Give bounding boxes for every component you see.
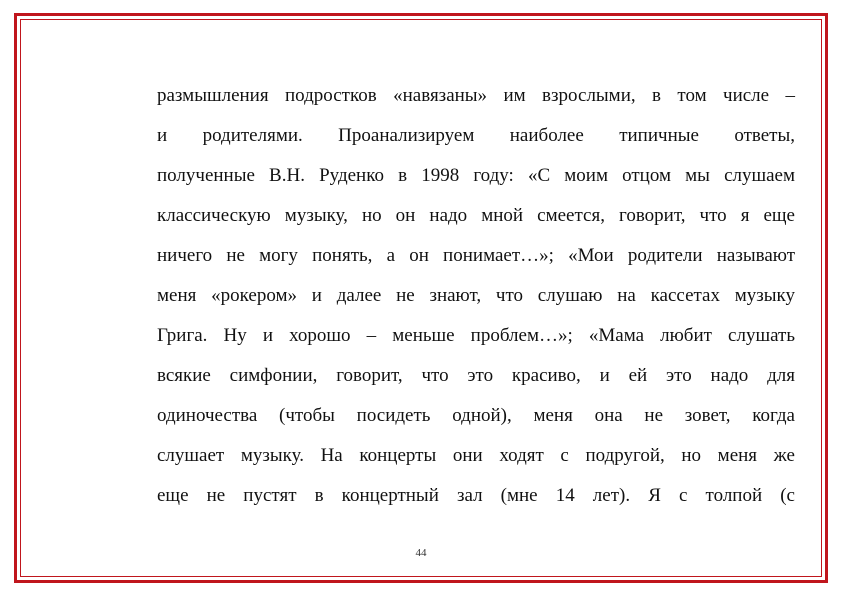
- body-text: [157, 83, 795, 523]
- page-number: 44: [415, 547, 427, 559]
- text-line: меня «рокером» и далее не знают, что слушаю на кассетах музыку: [157, 285, 795, 306]
- text-line: размышления подростков «навязаны» им взрослыми, в том числе –: [157, 85, 795, 106]
- text-line: всякие симфонии, говорит, что это красиво, и ей это надо для: [157, 365, 795, 386]
- text-line: еще не пустят в концертный зал (мне 14 лет). Я с толпой (с: [157, 485, 795, 506]
- text-line: классическую музыку, но он надо мной смеется, говорит, что я еще: [157, 205, 795, 226]
- text-line: ничего не могу понять, а он понимает…»; «Мои родители называют: [157, 245, 795, 266]
- text-line: одиночества (чтобы посидеть одной), меня она не зовет, когда: [157, 405, 795, 426]
- text-line: и родителями. Проанализируем наиболее типичные ответы,: [157, 125, 795, 146]
- text-line: полученные В.Н. Руденко в 1998 году: «С моим отцом мы слушаем: [157, 165, 795, 186]
- text-line: Грига. Ну и хорошо – меньше проблем…»; «Мама любит слушать: [157, 325, 795, 346]
- text-line: слушает музыку. На концерты они ходят с подругой, но меня же: [157, 445, 795, 466]
